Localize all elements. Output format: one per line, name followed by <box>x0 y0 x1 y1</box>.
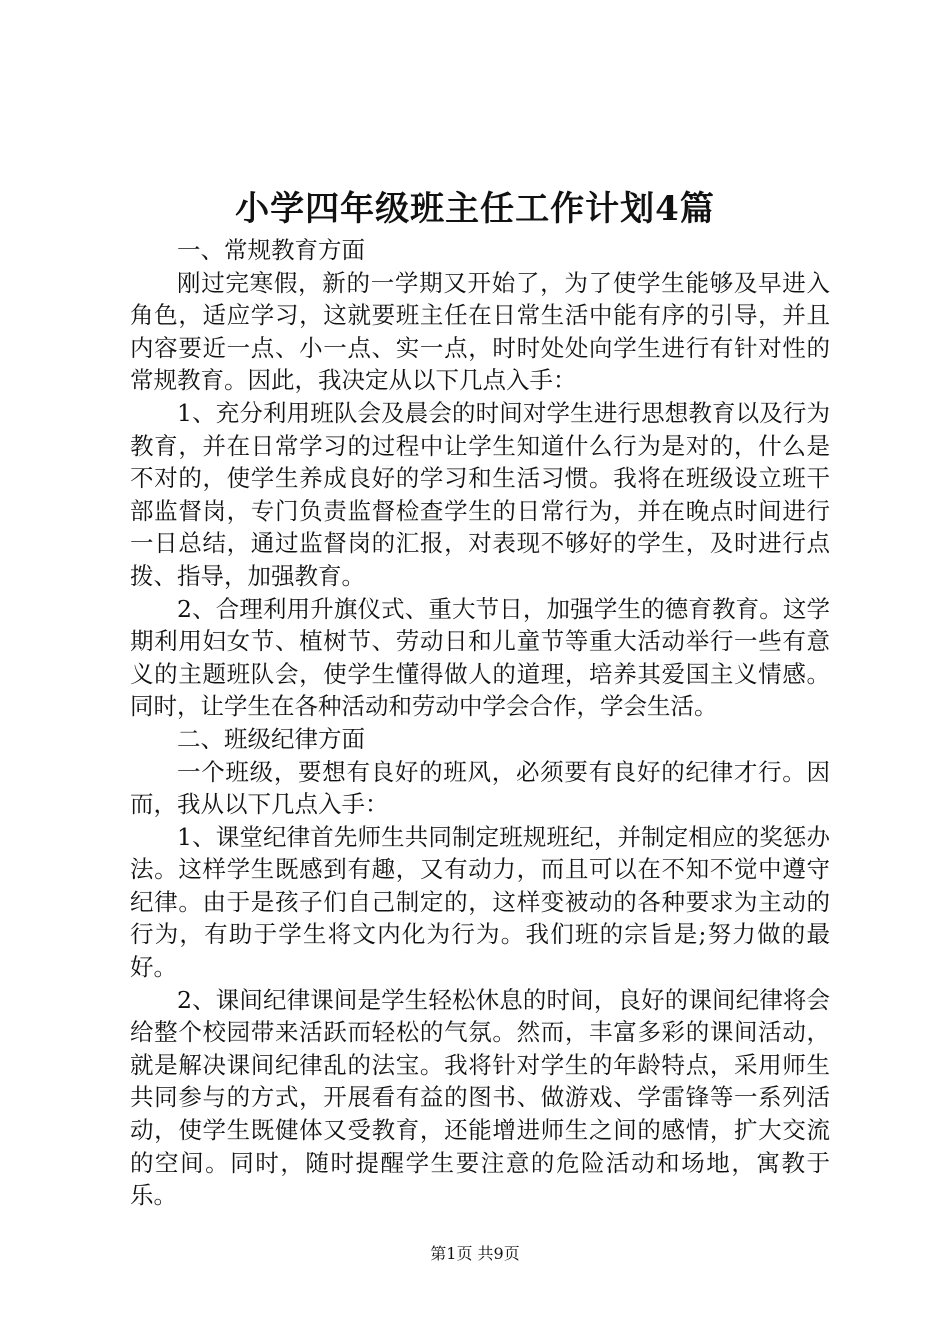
document-title: 小学四年级班主任工作计划4篇 <box>235 189 715 229</box>
body-paragraph: 一个班级，要想有良好的班风，必须要有良好的纪律才行。因而，我从以下几点入手： <box>130 757 830 819</box>
section-heading: 一、常规教育方面 <box>177 236 365 264</box>
document-body <box>130 234 830 1212</box>
body-paragraph: 2、合理利用升旗仪式、重大节日，加强学生的德育教育。这学期利用妇女节、植树节、劳动日和儿童节等重大活动举行一些有意义的主题班队会，使学生懂得做人的道理，培养其爱国主义情感。同时，让学生在各种活动和劳动中学会合作，学会生活。 <box>130 594 830 721</box>
body-paragraph: 1、课堂纪律首先师生共同制定班规班纪，并制定相应的奖惩办法。这样学生既感到有趣，又有动力，而且可以在不知不觉中遵守纪律。由于是孩子们自己制定的，这样变被动的各种要求为主动的行为，有助于学生将文内化为行为。我们班的宗旨是;努力做的最好。 <box>130 822 830 982</box>
page-footer: 第1页 共9页 <box>430 1244 520 1263</box>
body-paragraph: 2、课间纪律课间是学生轻松休息的时间，良好的课间纪律将会给整个校园带来活跃而轻松的气氛。然而，丰富多彩的课间活动，就是解决课间纪律乱的法宝。我将针对学生的年龄特点，采用师生共同参与的方式，开展看有益的图书、做游戏、学雷锋等一系列活动，使学生既健体又受教育，还能增进师生之间的感情，扩大交流的空间。同时，随时提醒学生要注意的危险活动和场地，寓教于乐。 <box>130 985 830 1210</box>
body-paragraph: 1、充分利用班队会及晨会的时间对学生进行思想教育以及行为教育，并在日常学习的过程中让学生知道什么行为是对的，什么是不对的，使学生养成良好的学习和生活习惯。我将在班级设立班干部监督岗，专门负责监督检查学生的日常行为，并在晚点时间进行一日总结，通过监督岗的汇报，对表现不够好的学生，及时进行点拨、指导，加强教育。 <box>130 398 830 590</box>
body-paragraph: 刚过完寒假，新的一学期又开始了，为了使学生能够及早进入角色，适应学习，这就要班主任在日常生活中能有序的引导，并且内容要近一点、小一点、实一点，时时处处向学生进行有针对性的常规教育。因此，我决定从以下几点入手： <box>130 268 830 395</box>
section-heading: 二、班级纪律方面 <box>177 724 365 753</box>
